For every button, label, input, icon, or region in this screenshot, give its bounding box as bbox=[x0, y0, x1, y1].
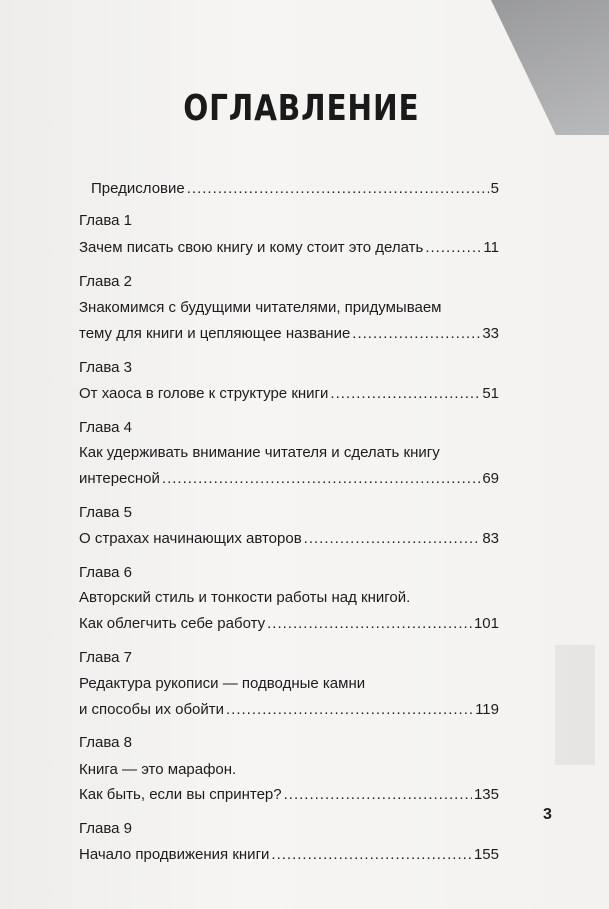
toc-entry bbox=[79, 239, 499, 257]
toc-entry bbox=[79, 530, 499, 548]
toc-entry-page: 101 bbox=[473, 615, 499, 632]
toc-entry-title: Начало продвижения книги bbox=[79, 846, 270, 863]
dot-leader bbox=[330, 385, 480, 403]
dot-leader bbox=[267, 615, 472, 633]
dot-leader bbox=[162, 470, 480, 488]
toc-entry bbox=[79, 846, 499, 864]
toc-entry-page: 155 bbox=[473, 846, 499, 863]
toc-entry-title: интересной bbox=[79, 470, 160, 487]
toc-entry bbox=[79, 470, 499, 488]
toc-entry-title: тему для книги и цепляющее название bbox=[79, 325, 351, 342]
toc-entry-page: 83 bbox=[482, 530, 499, 547]
toc-entry-title: Как облегчить себе работу bbox=[79, 615, 266, 632]
toc-entry-page: 119 bbox=[475, 701, 499, 718]
chapter-label: Глава 8 bbox=[79, 734, 133, 751]
toc-entry bbox=[79, 701, 499, 719]
toc-entry bbox=[79, 385, 499, 403]
toc-entry-page: 51 bbox=[482, 385, 499, 402]
chapter-label: Глава 7 bbox=[79, 649, 133, 666]
page-edge-tab bbox=[555, 645, 595, 765]
toc-entry-title: Предисловие bbox=[91, 180, 185, 197]
page-title: ОГЛАВЛЕНИЕ bbox=[183, 88, 420, 129]
page-number: 3 bbox=[543, 806, 552, 823]
toc-entry-title: Зачем писать свою книгу и кому стоит это делать bbox=[79, 239, 424, 256]
toc-entry-title: и способы их обойти bbox=[79, 701, 225, 718]
chapter-label: Глава 2 bbox=[79, 273, 133, 290]
dot-leader bbox=[271, 846, 472, 864]
toc-entry-title-line: Как удерживать внимание читателя и сделать книгу bbox=[79, 444, 440, 461]
toc-entry-title-line: Книга — это марафон. bbox=[79, 761, 237, 778]
toc-entry bbox=[79, 615, 499, 633]
chapter-label: Глава 6 bbox=[79, 564, 133, 581]
dot-leader bbox=[304, 530, 481, 548]
dot-leader bbox=[352, 325, 480, 343]
toc-entry-page: 5 bbox=[490, 180, 499, 197]
toc-entry-page: 135 bbox=[473, 786, 499, 803]
chapter-label: Глава 4 bbox=[79, 419, 133, 436]
dot-leader bbox=[226, 701, 473, 719]
toc-entry-title: Как быть, если вы спринтер? bbox=[79, 786, 282, 803]
dot-leader bbox=[187, 180, 489, 198]
chapter-label: Глава 9 bbox=[79, 820, 133, 837]
chapter-label: Глава 5 bbox=[79, 504, 133, 521]
toc-entry-page: 69 bbox=[482, 470, 499, 487]
toc-entry bbox=[79, 786, 499, 804]
toc-entry-page: 33 bbox=[482, 325, 499, 342]
toc-entry bbox=[79, 325, 499, 343]
dot-leader bbox=[425, 239, 481, 257]
toc-entry-page: 11 bbox=[483, 239, 499, 256]
toc-entry-title-line: Знакомимся с будущими читателями, придумываем bbox=[79, 299, 442, 316]
chapter-label: Глава 1 bbox=[79, 212, 133, 229]
toc-entry bbox=[91, 180, 499, 198]
toc-entry-title: О страхах начинающих авторов bbox=[79, 530, 302, 547]
toc-entry-title: От хаоса в голове к структуре книги bbox=[79, 385, 329, 402]
toc-entry-title-line: Редактура рукописи — подводные камни bbox=[79, 675, 366, 692]
dot-leader bbox=[284, 786, 472, 804]
toc-entry-title-line: Авторский стиль и тонкости работы над книгой. bbox=[79, 589, 411, 606]
chapter-label: Глава 3 bbox=[79, 359, 133, 376]
